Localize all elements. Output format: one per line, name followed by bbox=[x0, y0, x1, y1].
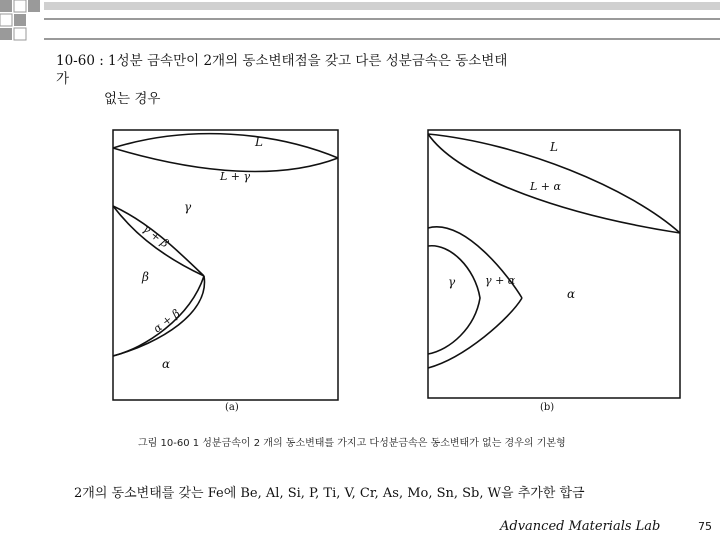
alloy-note: 2개의 동소변태를 갖는 Fe에 Be, Al, Si, P, Ti, V, Cr, As, Mo, Sn, Sb, W을 추가한 합금 bbox=[74, 486, 585, 501]
diagram-b-gamma-loop-inner bbox=[428, 246, 480, 354]
deco-bar bbox=[44, 2, 720, 10]
footer-lab-name: Advanced Materials Lab bbox=[500, 519, 661, 534]
diagram-b-label-gamma-alpha: γ + α bbox=[485, 274, 516, 287]
deco-line bbox=[44, 18, 720, 20]
diagram-a bbox=[113, 130, 338, 413]
diagram-a-label-L: L bbox=[255, 135, 263, 149]
deco-square bbox=[28, 0, 40, 12]
diagram-b-label-L: L bbox=[550, 140, 558, 154]
diagram-b-gamma-loop-outer-lower bbox=[428, 298, 522, 368]
diagram-a-label-gamma-beta: γ + β bbox=[140, 222, 172, 251]
diagram-b bbox=[428, 130, 680, 413]
deco-square bbox=[14, 14, 26, 26]
slide-title-line3: 없는 경우 bbox=[104, 91, 161, 107]
slide-title-line1: 10-60 : 1성분 금속만이 2개의 동소변태점을 갖고 다른 성분금속은 동소변태 bbox=[56, 53, 508, 69]
slide-title bbox=[56, 52, 656, 108]
deco-square bbox=[0, 14, 12, 26]
diagram-a-label-gamma: γ bbox=[184, 200, 192, 214]
figure-caption: 그림 10-60 1 성분금속이 2 개의 동소변태를 가지고 다성분금속은 동소변태가 없는 경우의 기본형 bbox=[138, 438, 566, 449]
diagram-a-label-L-gamma: L + γ bbox=[220, 170, 251, 183]
deco-square bbox=[0, 28, 12, 40]
diagram-b-label-gamma: γ bbox=[448, 275, 456, 289]
diagram-b-label-L-alpha: L + α bbox=[530, 180, 561, 193]
deco-square bbox=[14, 28, 26, 40]
slide-title-line2: 가 bbox=[56, 71, 70, 87]
diagram-a-label-beta: β bbox=[142, 270, 149, 284]
deco-square bbox=[0, 0, 12, 12]
diagram-a-caption: (a) bbox=[225, 402, 239, 413]
diagram-a-liquidus bbox=[113, 134, 338, 158]
diagram-b-gamma-loop-outer bbox=[428, 227, 522, 298]
diagram-a-alpha-beta-upper bbox=[113, 276, 204, 356]
deco-line bbox=[44, 38, 720, 40]
diagram-b-label-alpha: α bbox=[567, 287, 576, 301]
diagram-a-alpha-beta-lower bbox=[113, 276, 204, 356]
diagram-a-label-alpha-beta: α + β bbox=[150, 306, 183, 336]
diagram-a-label-alpha: α bbox=[162, 357, 171, 371]
header-decoration bbox=[0, 0, 720, 60]
deco-square bbox=[14, 0, 26, 12]
phase-diagram-figure bbox=[100, 118, 700, 460]
diagram-b-frame bbox=[428, 130, 680, 398]
diagram-a-solidus bbox=[113, 148, 338, 171]
page-number: 75 bbox=[698, 520, 712, 533]
diagram-b-caption: (b) bbox=[540, 402, 555, 413]
